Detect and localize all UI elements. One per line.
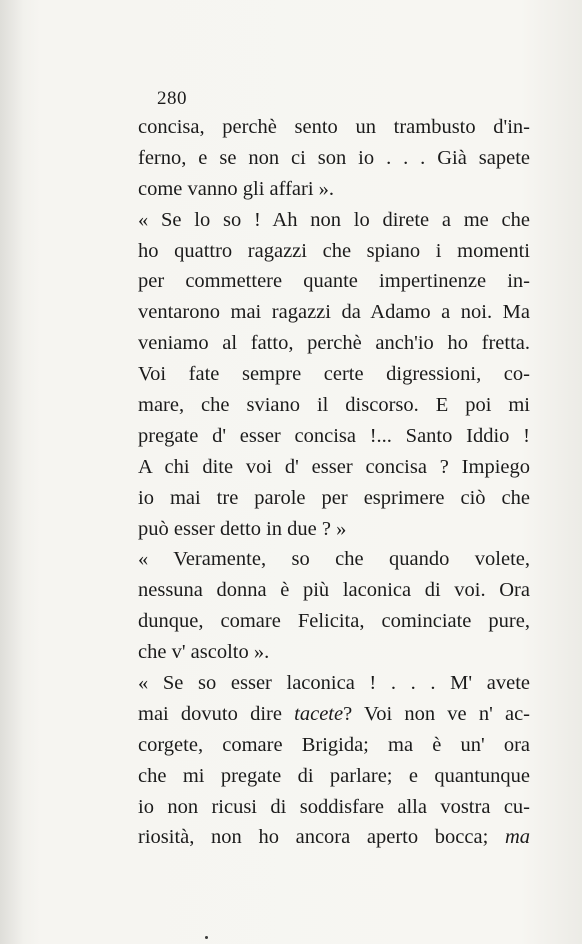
text-segment: io non ricusi di soddisfare alla vostra cu- xyxy=(138,795,530,818)
text-line xyxy=(138,112,530,143)
text-segment: « Veramente, so che quando volete, xyxy=(138,548,530,571)
text-segment: ? Voi non ve n' ac- xyxy=(343,702,530,725)
text-line xyxy=(138,359,530,390)
ink-speck xyxy=(205,936,208,939)
text-line xyxy=(138,483,530,514)
text-line xyxy=(138,514,530,545)
text-line xyxy=(138,730,530,761)
text-line xyxy=(138,544,530,575)
text-line xyxy=(138,328,530,359)
text-line xyxy=(138,699,530,730)
text-segment: A chi dite voi d' esser concisa ? Impiego xyxy=(138,455,530,478)
text-line xyxy=(138,390,530,421)
text-line xyxy=(138,452,530,483)
text-segment: « Se lo so ! Ah non lo direte a me che xyxy=(138,208,530,231)
text-segment: riosità, non ho ancora aperto bocca; xyxy=(138,826,505,849)
text-line xyxy=(138,236,530,267)
page-number: 280 xyxy=(157,88,187,109)
text-segment: « Se so esser laconica ! . . . M' avete xyxy=(138,672,530,695)
text-line xyxy=(138,421,530,452)
text-line xyxy=(138,143,530,174)
text-segment: ferno, e se non ci son io . . . Già sapete xyxy=(138,146,530,169)
text-segment: nessuna donna è più laconica di voi. Ora xyxy=(138,579,530,602)
text-line xyxy=(138,205,530,236)
text-line xyxy=(138,575,530,606)
text-line xyxy=(138,822,530,853)
text-segment: veniamo al fatto, perchè anch'io ho fretta. xyxy=(138,332,530,355)
text-line xyxy=(138,668,530,699)
text-line xyxy=(138,792,530,823)
text-segment: mai dovuto dire xyxy=(138,702,295,725)
text-line xyxy=(138,606,530,637)
text-segment: corgete, comare Brigida; ma è un' ora xyxy=(138,733,530,756)
text-line xyxy=(138,174,530,205)
italic-word: tacete xyxy=(294,702,344,725)
text-line xyxy=(138,266,530,297)
body-text xyxy=(138,112,530,853)
text-segment: ventarono mai ragazzi da Adamo a noi. Ma xyxy=(138,301,530,324)
text-segment: Voi fate sempre certe digressioni, co- xyxy=(138,363,530,386)
text-segment: pregate d' esser concisa !... Santo Iddio ! xyxy=(138,424,530,447)
text-line xyxy=(138,297,530,328)
page-crease-shadow xyxy=(0,0,24,944)
text-line xyxy=(138,761,530,792)
text-segment: che mi pregate di parlare; e quantunque xyxy=(138,764,530,787)
text-segment: per commettere quante impertinenze in- xyxy=(138,270,530,293)
italic-word: ma xyxy=(504,826,530,849)
text-segment: come vanno gli affari ». xyxy=(138,177,335,200)
text-segment: mare, che sviano il discorso. E poi mi xyxy=(138,394,530,417)
text-segment: dunque, comare Felicita, cominciate pure, xyxy=(138,610,530,633)
text-segment: che v' ascolto ». xyxy=(138,641,270,664)
text-segment: ho quattro ragazzi che spiano i momenti xyxy=(138,239,530,262)
text-segment: può esser detto in due ? » xyxy=(138,517,347,540)
text-line xyxy=(138,637,530,668)
text-segment: concisa, perchè sento un trambusto d'in- xyxy=(138,116,530,138)
text-segment: io mai tre parole per esprimere ciò che xyxy=(138,486,530,509)
